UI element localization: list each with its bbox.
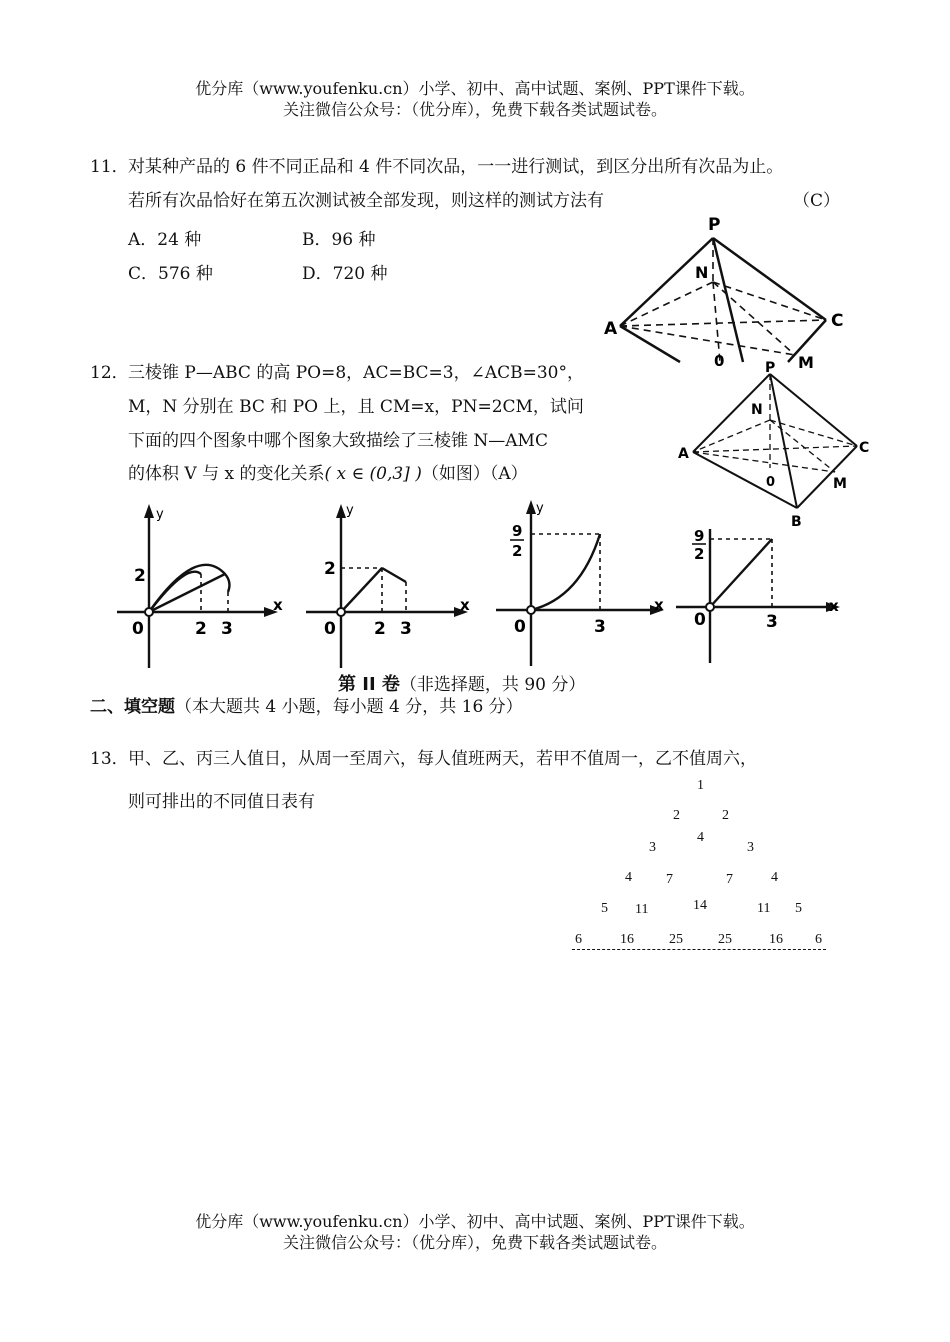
graph-1 (112, 500, 292, 670)
q12-line4-post: （如图）（A） (421, 464, 528, 484)
q13-number: 13． (90, 749, 129, 769)
pyramid1-label-m: M (798, 353, 814, 372)
q13-text-line-1: 甲、乙、丙三人值日，从周一至周六，每人值班两天，若甲不值周一，乙不值周六， (128, 749, 757, 769)
pyramid2-label-b: B (791, 514, 802, 530)
q11-text-line-1: 对某种产品的 6 件不同正品和 4 件不同次品，一一进行测试，到区分出所有次品为止。 (128, 157, 784, 177)
graph1-tick-y: 2 (134, 566, 146, 586)
graph-4 (672, 527, 848, 667)
q11-option-b: B．96 种 (302, 230, 376, 250)
triangle-r2-c1: 2 (673, 808, 680, 823)
triangle-r3-c1: 3 (649, 840, 656, 855)
triangle-r4-c4: 4 (771, 870, 778, 885)
triangle-r6-c3: 25 (669, 932, 683, 947)
footer-line-2: 关注微信公众号：（优分库），免费下载各类试题试卷。 (282, 1233, 667, 1252)
triangle-r6-c6: 6 (815, 932, 822, 947)
graph3-x-label: x (654, 596, 664, 614)
pyramid-figure-2 (675, 360, 875, 532)
graph1-origin: 0 (132, 619, 144, 639)
header-line-1: 优分库（www.youfenku.cn）小学、初中、高中试题、案例、PPT课件下载。 (195, 79, 755, 98)
graph4-origin: 0 (694, 610, 706, 630)
graph-2 (300, 500, 480, 670)
pyramid2-label-o: 0 (766, 475, 776, 490)
graph2-origin: 0 (324, 619, 336, 639)
q11-number: 11． (90, 157, 129, 177)
q12-text-line-3: 下面的四个图象中哪个图象大致描绘了三棱锥 N—AMC (128, 431, 548, 451)
graph2-tick-y: 2 (324, 559, 336, 579)
triangle-r5-c4: 11 (757, 901, 771, 916)
graph1-x-label: x (273, 596, 283, 614)
q13-text-line-2: 则可排出的不同值日表有 (128, 792, 315, 812)
q12-line4-pre: 的体积 V 与 x 的变化关系 (128, 464, 325, 484)
pyramid2-label-a: A (678, 446, 689, 462)
graph1-tick-x-2: 2 (195, 619, 207, 639)
pyramid1-label-o: 0 (714, 352, 725, 370)
pyramid1-label-c: C (831, 311, 844, 331)
q12-line4-math: ( x ∈ (0,3] ) (324, 464, 422, 484)
graph3-tick-y-den: 2 (512, 542, 523, 560)
q11-option-c: C．576 种 (128, 264, 213, 284)
triangle-r6-c5: 16 (769, 932, 783, 947)
header-line-2: 关注微信公众号：（优分库），免费下载各类试题试卷。 (282, 100, 667, 119)
graph4-tick-y-num: 9 (694, 527, 705, 545)
pyramid-figure-1 (600, 210, 860, 372)
triangle-r5-c2: 11 (635, 902, 649, 917)
triangle-r4-c3: 7 (726, 872, 733, 887)
section-2-heading (338, 670, 585, 696)
graph2-tick-x-3: 3 (400, 619, 412, 639)
graph3-y-label: y (536, 501, 544, 516)
pyramid2-label-n: N (751, 402, 763, 418)
graph2-tick-x-2: 2 (374, 619, 386, 639)
pyramid1-label-p: P (708, 215, 721, 235)
q11-option-d: D．720 种 (302, 264, 388, 284)
pyramid1-label-a: A (604, 319, 618, 339)
pyramid2-label-m: M (833, 476, 847, 492)
section-2-heading-title: 第 II 卷 (338, 674, 400, 695)
fill-in-title: 二、填空题 (90, 697, 175, 717)
triangle-r5-c5: 5 (795, 901, 802, 916)
triangle-r3-c3: 3 (747, 840, 754, 855)
graph4-tick-y-den: 2 (694, 545, 705, 563)
section-2-heading-note: （非选择题，共 90 分） (399, 675, 586, 695)
q12-number: 12． (90, 363, 129, 383)
graph-3 (490, 498, 670, 668)
fill-in-section-title (90, 696, 523, 718)
triangle-dashed-rule (572, 949, 826, 950)
triangle-r4-c2: 7 (666, 872, 673, 887)
graph3-origin: 0 (514, 617, 526, 637)
graph3-tick-y-num: 9 (512, 522, 523, 540)
graph1-y-label: y (156, 507, 164, 522)
footer-line-1: 优分库（www.youfenku.cn）小学、初中、高中试题、案例、PPT课件下载。 (195, 1212, 755, 1231)
graph1-tick-x-3: 3 (221, 619, 233, 639)
triangle-r2-c2: 2 (722, 808, 729, 823)
pyramid2-label-c: C (859, 440, 870, 456)
q12-text-line-4 (128, 463, 528, 485)
triangle-r6-c1: 6 (575, 932, 582, 947)
graph3-tick-x-3: 3 (594, 617, 606, 637)
fill-in-title-note: （本大题共 4 小题，每小题 4 分，共 16 分） (175, 697, 523, 717)
pyramid1-label-n: N (695, 263, 709, 282)
triangle-r5-c3: 14 (693, 898, 707, 913)
graph2-y-label: y (346, 503, 354, 518)
triangle-r5-c1: 5 (601, 901, 608, 916)
q11-option-a: A．24 种 (128, 230, 202, 250)
q11-answer: （C） (793, 191, 841, 211)
triangle-r3-c2: 4 (697, 830, 704, 845)
triangle-r4-c1: 4 (625, 870, 632, 885)
triangle-r1-c1: 1 (697, 778, 704, 793)
graph4-x-label: x (829, 597, 839, 615)
triangle-r6-c2: 16 (620, 932, 634, 947)
pyramid2-label-p: P (765, 360, 776, 376)
graph2-x-label: x (460, 596, 470, 614)
graph4-tick-x-3: 3 (766, 612, 778, 632)
q12-text-line-2: M，N 分别在 BC 和 PO 上，且 CM=x，PN=2CM，试问 (128, 397, 584, 417)
q12-text-line-1: 三棱锥 P—ABC 的高 PO=8，AC=BC=3，∠ACB=30°， (128, 363, 584, 383)
q11-text-line-2: 若所有次品恰好在第五次测试被全部发现，则这样的测试方法有 (128, 191, 604, 211)
triangle-r6-c4: 25 (718, 932, 732, 947)
